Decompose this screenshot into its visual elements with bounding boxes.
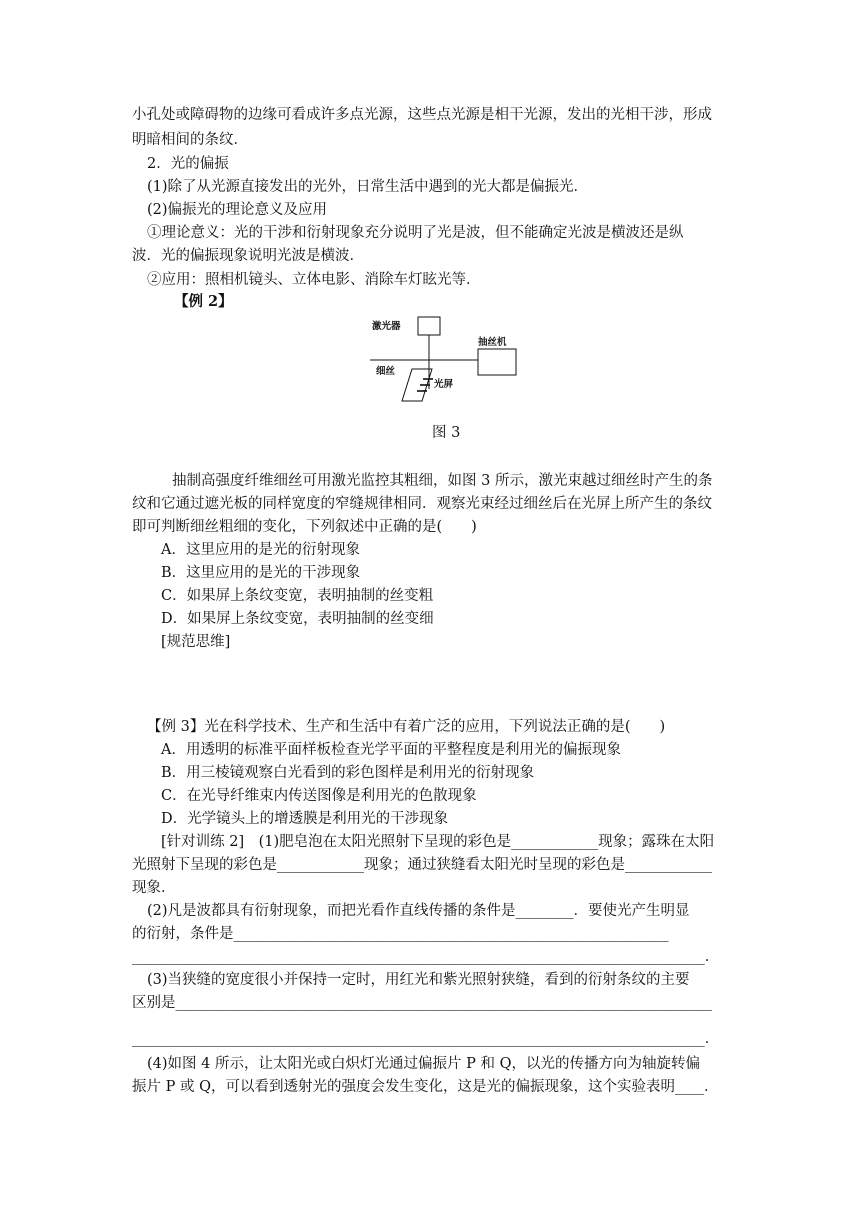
wire-label: 细丝 [376,366,396,377]
question-line: 区别是__________________________________________________________________________ [132,995,712,1011]
example-label: 【例 2】 [174,293,233,310]
text-line: 波．光的偏振现象说明光波是横波． [132,248,364,264]
question-line: 【例 3】光在科学技术、生产和生活中有着广泛的应用，下列说法正确的是( ) [147,719,666,735]
text-line: ②应用：照相机镜头、立体电影、消除车灯眩光等． [147,272,481,288]
question-line: [针对训练 2] (1)肥皂泡在太阳光照射下呈现的彩色是____________现象；露珠在太阳 [161,834,715,850]
option-d: D．光学镜头上的增透膜是利用光的干涉现象 [161,811,449,827]
option-a: A．这里应用的是光的衍射现象 [161,542,360,558]
text-line: (1)除了从光源直接发出的光外，日常生活中遇到的光大都是偏振光． [147,179,589,195]
laser-label: 激光器 [372,321,401,332]
answer-blank-line: _______________________________________________________________________________． [132,949,720,965]
option-b: B．用三棱镜观察白光看到的彩色图样是利用光的衍射现象 [161,765,535,781]
text-line: 即可判断细丝粗细的变化，下列叙述中正确的是( ) [132,519,477,535]
option-b: B．这里应用的是光的干涉现象 [161,565,361,581]
text-line: (2)偏振光的理论意义及应用 [147,202,328,218]
text-line: 纹和它通过遮光板的同样宽度的窄缝规律相同．观察光束经过细丝后在光屏上所产生的条纹 [132,496,712,512]
answer-blank-line: _______________________________________________________________________________． [132,1031,720,1047]
option-c: C．在光导纤维束内传送图像是利用光的色散现象 [161,788,477,804]
drawer-label: 抽丝机 [478,337,507,348]
text-line: 抽制高强度纤维细丝可用激光监控其粗细，如图 3 所示，激光束越过细丝时产生的条 [172,473,713,489]
screen-label: 光屏 [434,379,454,390]
question-line: (2)凡是波都具有衍射现象，而把光看作直线传播的条件是________．要使光产生明显 [147,903,690,919]
question-line: 的衍射，条件是____________________________________________________________ [132,926,669,942]
section-label: [规范思维] [161,634,231,650]
section-heading: 2．光的偏振 [147,156,229,172]
text-line: ①理论意义：光的干涉和衍射现象充分说明了光是波，但不能确定光波是横波还是纵 [147,225,684,241]
question-line: 现象． [132,880,176,896]
text-line: 小孔处或障碍物的边缘可看成许多点光源，这些点光源是相干光源，发出的光相干涉，形成 [132,107,712,123]
text-line: 明暗相间的条纹． [132,132,248,148]
option-c: C．如果屏上条纹变宽，表明抽制的丝变粗 [161,588,434,604]
question-line: (4)如图 4 所示，让太阳光或白炽灯光通过偏振片 P 和 Q，以光的传播方向为轴旋转偏 [147,1056,700,1072]
question-line: (3)当狭缝的宽度很小并保持一定时，用红光和紫光照射狭缝，看到的衍射条纹的主要 [147,972,690,988]
option-d: D．如果屏上条纹变宽，表明抽制的丝变细 [161,611,434,627]
figure-caption: 图 3 [432,425,461,441]
question-line: 光照射下呈现的彩色是____________现象；通过狭缝看太阳光时呈现的彩色是____________ [132,857,712,873]
figure-3-diagram [370,313,520,408]
option-a: A．用透明的标准平面样板检查光学平面的平整程度是利用光的偏振现象 [161,742,621,758]
question-line: 振片 P 或 Q，可以看到透射光的强度会发生变化，这是光的偏振现象，这个实验表明____． [132,1079,719,1095]
